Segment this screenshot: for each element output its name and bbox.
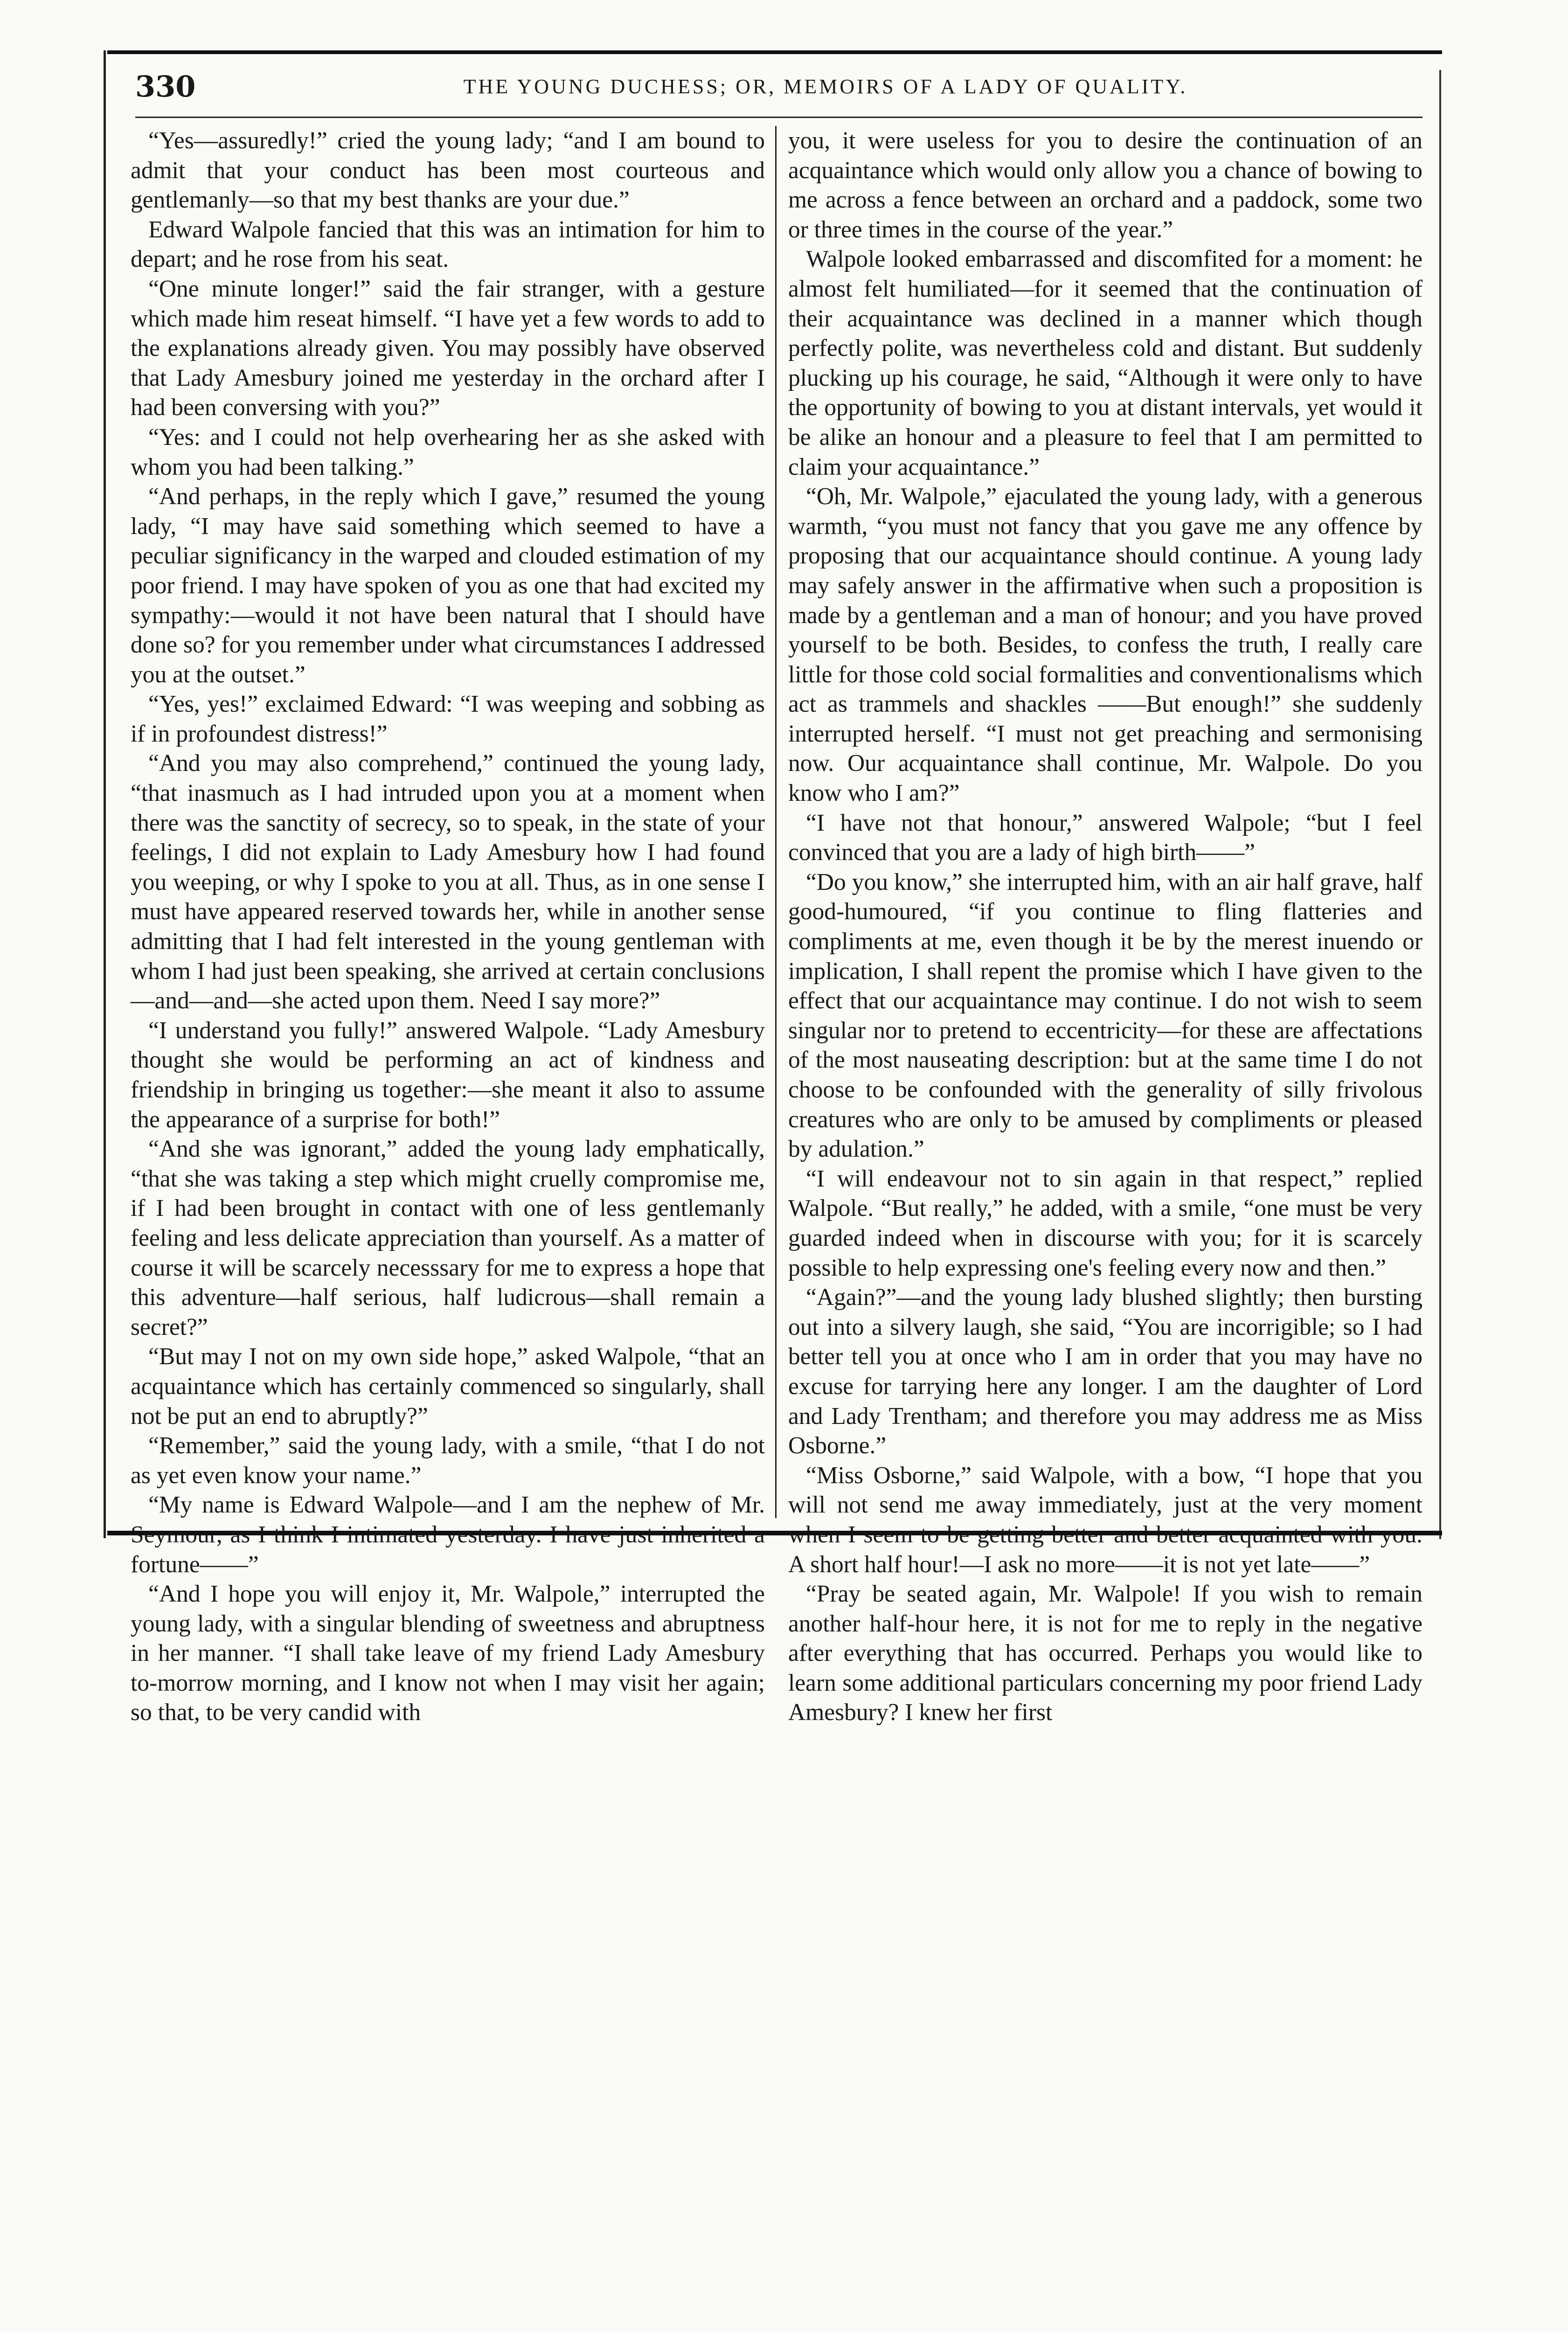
paragraph: “I understand you fully!” answered Walpole. “Lady Amesbury thought she would be performing an act of kindness and friendship in bringing us together:—she meant it also to assume the appearance of a surprise for both!”	[131, 1017, 765, 1133]
paragraph: “I have not that honour,” answered Walpole; “but I feel convinced that you are a lady of high birth——”	[788, 809, 1422, 866]
bottom-border-rule	[107, 1531, 1442, 1535]
paragraph: “Do you know,” she interrupted him, with an air half grave, half good-humoured, “if you continue to fling flatteries and compliments at me, even though it be by the merest inuendo or implication, I shall repent the promise which I have given to the effect that our acquaintance may continue. I do not wish to seem singular nor to pretend to eccentricity—for these are affectations of the most nauseating description: but at the same time I do not choose to be confounded with the generality of silly frivolous creatures who are only to be amused by compliments or pleased by adulation.”	[788, 868, 1422, 1163]
paragraph: “And you may also comprehend,” continued the young lady, “that inasmuch as I had intruded upon you at a moment when there was the sanctity of secrecy, so to speak, in the state of your feelings, I did not explain to Lady Amesbury how I had found you weeping, or why I spoke to you at all. Thus, as in one sense I must have appeared reserved towards her, while in another sense admitting that I had felt interested in the young gentleman with whom I had just been speaking, she arrived at certain conclusions—and—and—she acted upon them. Need I say more?”	[131, 750, 765, 1014]
paragraph: “Yes, yes!” exclaimed Edward: “I was weeping and sobbing as if in profoundest distress!”	[131, 691, 765, 747]
paragraph: “Pray be seated again, Mr. Walpole! If you wish to remain another half-hour here, it is not for me to reply in the negative after everything that has occurred. Perhaps you would like to learn some additional particulars concerning my poor friend Lady Amesbury? I knew her first	[788, 1581, 1422, 1726]
paragraph: Edward Walpole fancied that this was an intimation for him to depart; and he rose from his seat.	[131, 216, 765, 273]
paragraph: you, it were useless for you to desire the continuation of an acquaintance which would only allow you a chance of bowing to me across a fence between an orchard and a paddock, some two or three times in the course of the year.”	[788, 127, 1422, 243]
paragraph: “Remember,” said the young lady, with a smile, “that I do not as yet even know your name.”	[131, 1432, 765, 1489]
left-border-rule	[104, 50, 106, 1538]
page-number: 330	[135, 69, 196, 104]
header-rule	[135, 117, 1422, 118]
left-column	[131, 126, 765, 1726]
right-column	[788, 126, 1422, 1726]
paragraph: “But may I not on my own side hope,” asked Walpole, “that an acquaintance which has certainly commenced so singularly, shall not be put an end to abruptly?”	[131, 1343, 765, 1430]
column-divider	[775, 126, 777, 1518]
paragraph: “Yes—assuredly!” cried the young lady; “and I am bound to admit that your conduct has been most courteous and gentlemanly—so that my best thanks are your due.”	[131, 127, 765, 214]
paragraph: “Yes: and I could not help overhearing her as she asked with whom you had been talking.”	[131, 423, 765, 480]
paragraph: “And I hope you will enjoy it, Mr. Walpole,” interrupted the young lady, with a singular blending of sweetness and abruptness in her manner. “I shall take leave of my friend Lady Amesbury to-morrow morning, and I know not when I may visit her again; so that, to be very candid with	[131, 1581, 765, 1726]
paragraph: “Oh, Mr. Walpole,” ejaculated the young lady, with a generous warmth, “you must not fancy that you gave me any offence by proposing that our acquaintance should continue. A young lady may safely answer in the affirmative when such a proposition is made by a gentleman and a man of honour; and you have proved yourself to be both. Besides, to confess the truth, I really care little for those cold social formalities and conventionalisms which act as trammels and shackles ——But enough!” she suddenly interrupted herself. “I must not get preaching and sermonising now. Our acquaintance shall continue, Mr. Walpole. Do you know who I am?”	[788, 483, 1422, 807]
paragraph: “And she was ignorant,” added the young lady emphatically, “that she was taking a step which might cruelly compromise me, if I had been brought in contact with one of less gentlemanly feeling and less delicate appreciation than yourself. As a matter of course it will be scarcely necesssary for me to express a hope that this adventure—half serious, half ludicrous—shall remain a secret?”	[131, 1136, 765, 1340]
running-head: THE YOUNG DUCHESS; OR, MEMOIRS OF A LADY OF QUALITY.	[463, 75, 1188, 98]
paragraph: “My name is Edward Walpole—and I am the nephew of Mr. fortune——”	[131, 1492, 765, 1578]
page-header	[135, 63, 1422, 110]
paragraph: “And perhaps, in the reply which I gave,” resumed the young lady, “I may have said something which seemed to have a peculiar significancy in the warped and clouded estimation of my poor friend. I may have spoken of you as one that had excited my sympathy:—would it not have been natural that I should have done so? for you remember under what circumstances I addressed you at the outset.”	[131, 483, 765, 688]
paragraph: “Miss Osborne,” said Walpole, with a bow, “I hope that you will not send me away immediately, just at the very moment A short half hour!—I ask no more——it is not yet late——”	[788, 1462, 1422, 1578]
paragraph: “One minute longer!” said the fair stranger, with a gesture which made him reseat himself. “I have yet a few words to add to the explanations already given. You may possibly have observed that Lady Amesbury joined me yesterday in the orchard after I had been conversing with you?”	[131, 275, 765, 421]
top-border-rule	[107, 50, 1442, 54]
paragraph: “I will endeavour not to sin again in that respect,” replied Walpole. “But really,” he added, with a smile, “one must be very guarded indeed when in discourse with you; for it is scarcely possible to help expressing one's feeling every now and then.”	[788, 1165, 1422, 1281]
paragraph: Walpole looked embarrassed and discomfited for a moment: he almost felt humiliated—for it seemed that the continuation of their acquaintance was declined in a manner which though perfectly polite, was nevertheless cold and distant. But suddenly plucking up his courage, he said, “Although it were only to have the opportunity of bowing to you at distant intervals, yet would it be alike an honour and a pleasure to feel that I am permitted to claim your acquaintance.”	[788, 246, 1422, 480]
paragraph: “Again?”—and the young lady blushed slightly; then bursting out into a silvery laugh, she said, “You are incorrigible; so I had better tell you at once who I am in order that you may have no excuse for tarrying here any longer. I am the daughter of Lord and Lady Trentham; and therefore you may address me as Miss Osborne.”	[788, 1284, 1422, 1459]
right-border-rule	[1439, 70, 1441, 1539]
